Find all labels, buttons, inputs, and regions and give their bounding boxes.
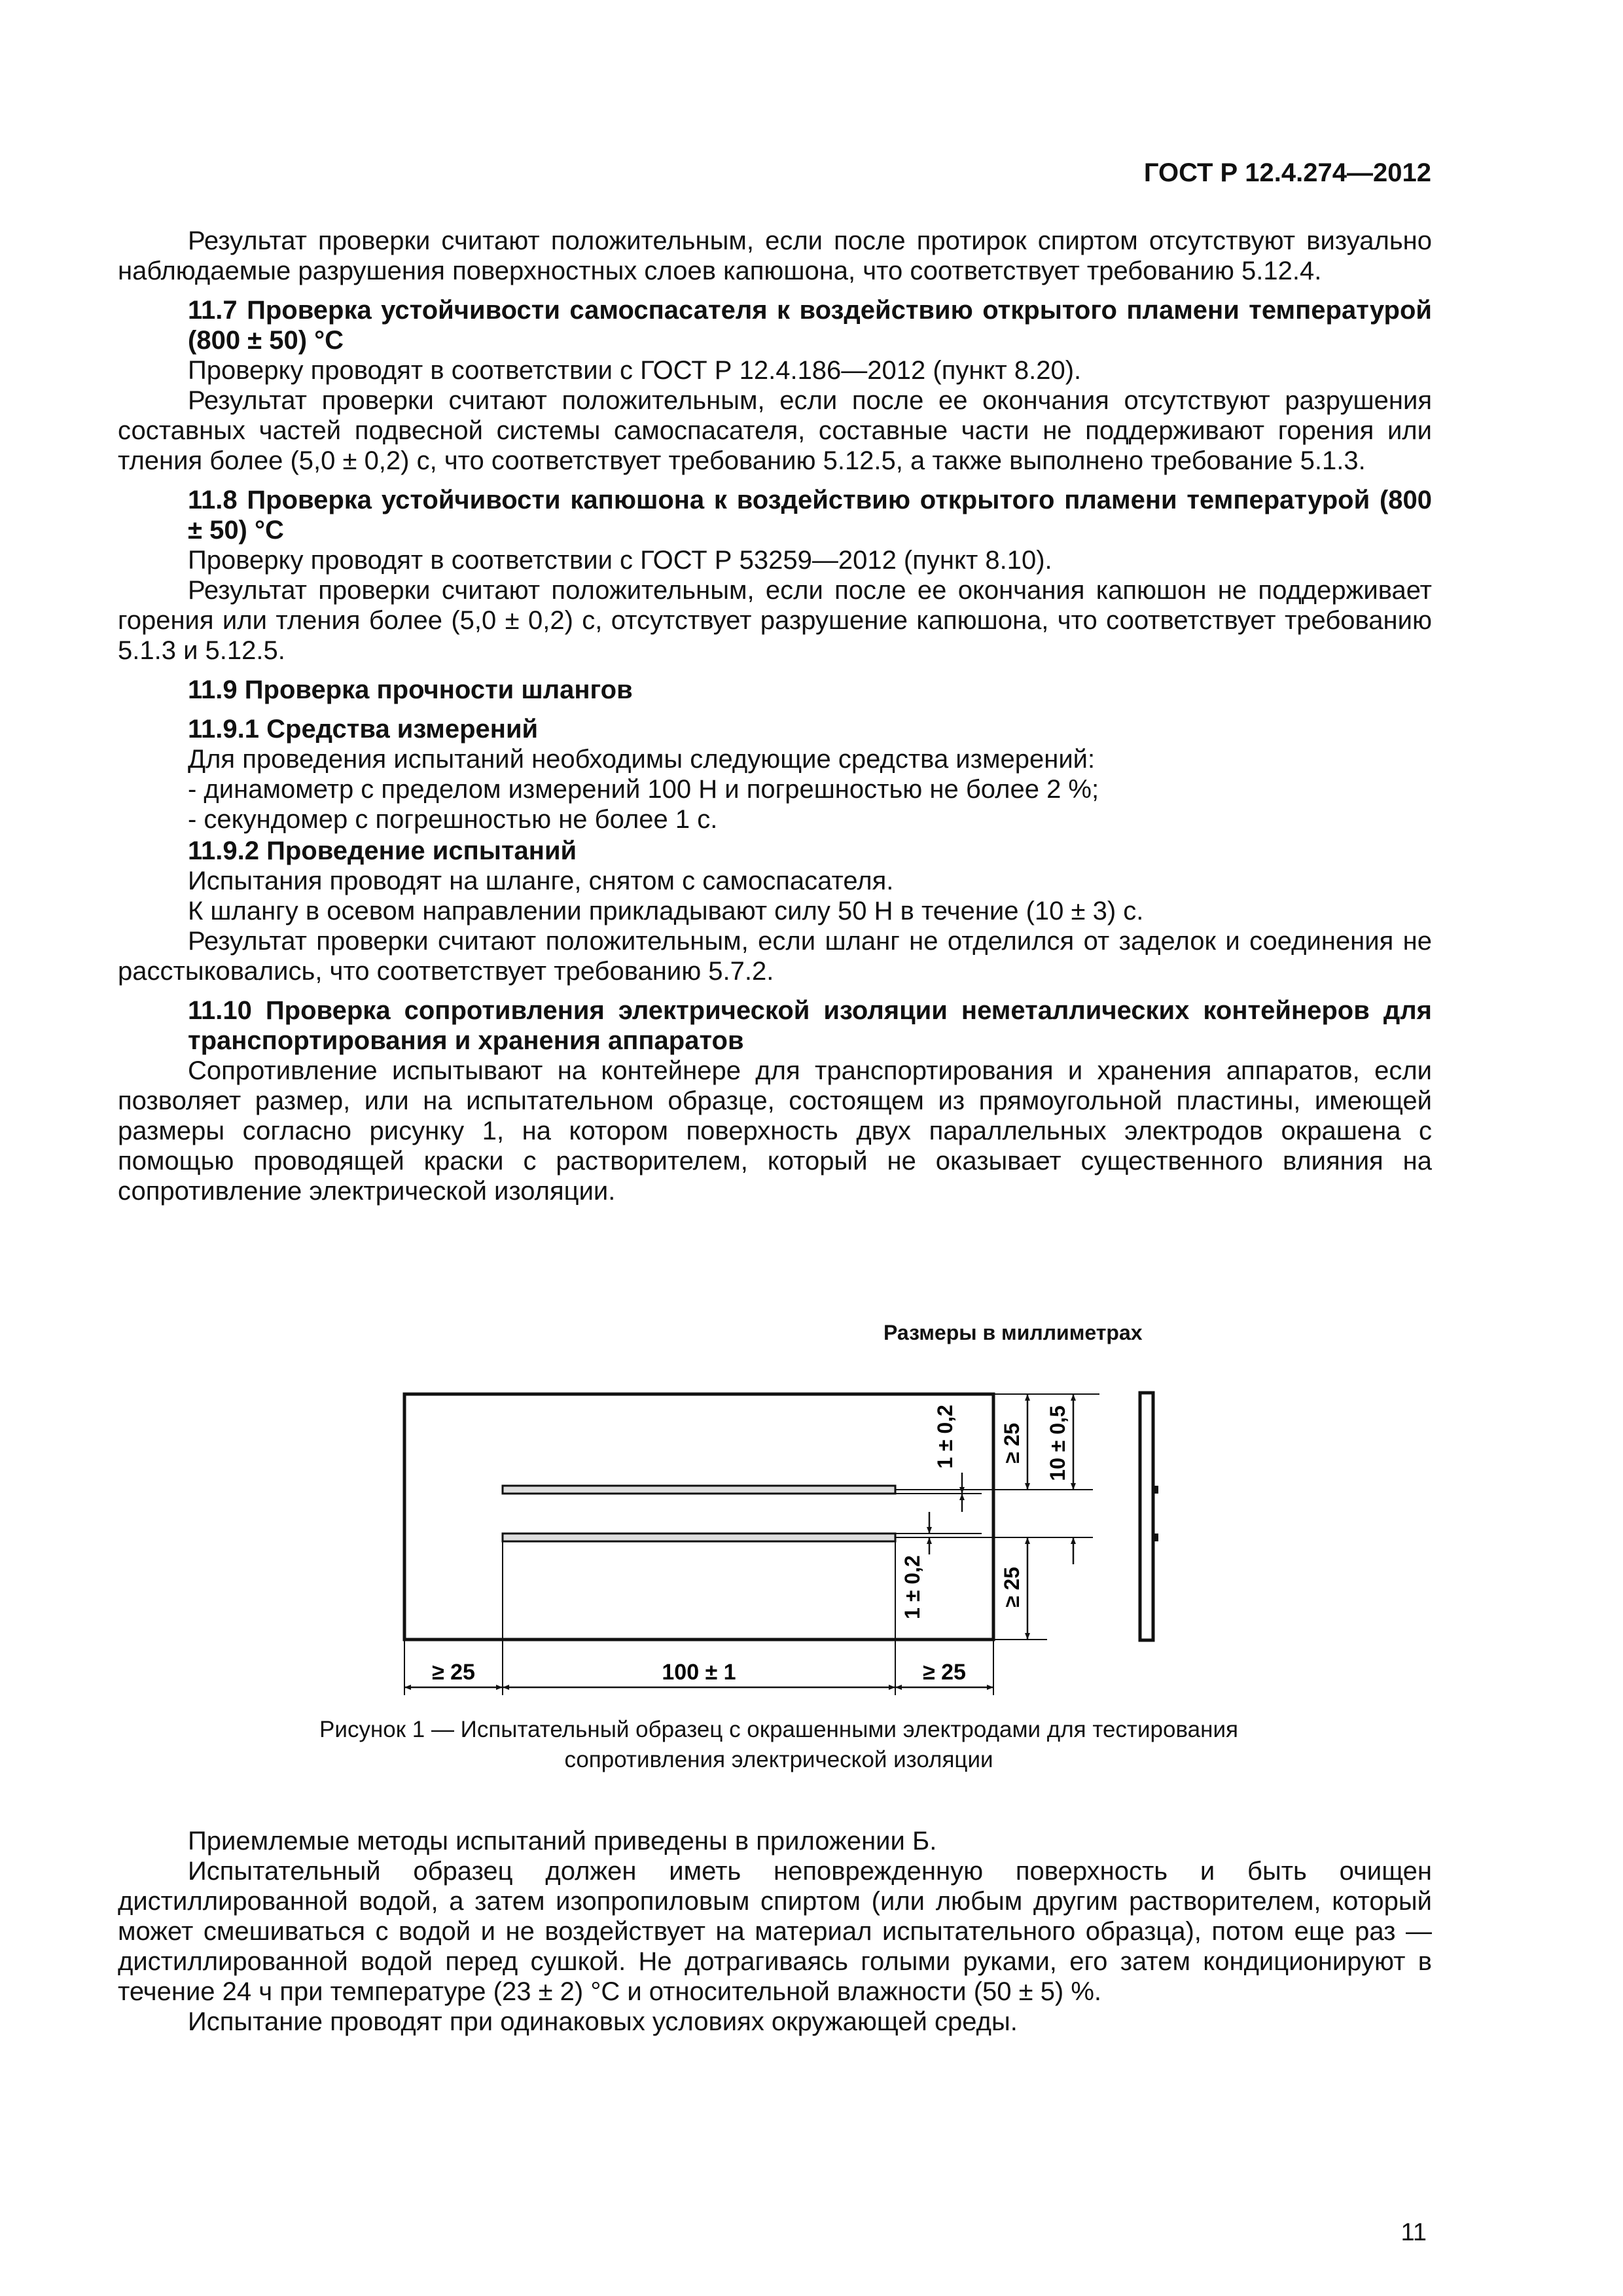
section-heading-11-9-2: 11.9.2 Проведение испытаний [188, 836, 577, 865]
dim-label-right-top: ≥ 25 [1000, 1422, 1024, 1464]
body-text-after-figure [118, 1826, 1432, 2037]
list-item: - секундомер с погрешностью не более 1 с. [188, 805, 718, 834]
dim-label-bottom-left: ≥ 25 [432, 1660, 475, 1685]
document-code-header: ГОСТ Р 12.4.274—2012 [1143, 158, 1431, 187]
side-electrode-tab [1153, 1534, 1158, 1541]
paragraph: Сопротивление испытывают на контейнере для транспортирования и хранения аппаратов, если позволяет размер, или на испытательном образце, состоящем из прямоугольной пластины, имеющей размеры согласно рисунку 1, на котором поверхность двух параллельных электродов окрашена с помощью проводящей краски с растворителем, который не оказывает существенного влияния на сопротивление электрической изоляции. [118, 1056, 1432, 1206]
figure-caption-line: Рисунок 1 — Испытательный образец с окрашенными электродами для тестирования [319, 1717, 1238, 1742]
paragraph: Для проведения испытаний необходимы следующие средства измерений: [188, 745, 1096, 774]
electrode-top [503, 1486, 895, 1494]
dim-label-right-total: 10 ± 0,5 [1046, 1405, 1069, 1481]
page-number: 11 [1400, 2219, 1427, 2246]
section-heading-11-7: 11.7 Проверка устойчивости самоспасателя к воздействию открытого пламени температурой (800 ± 50) °С [188, 296, 1432, 355]
section-heading-11-9: 11.9 Проверка прочности шлангов [188, 675, 633, 704]
section-heading-11-8: 11.8 Проверка устойчивости капюшона к воздействию открытого пламени температурой (800 ± 50) °С [188, 486, 1432, 545]
paragraph: Результат проверки считают положительным, если после протирок спиртом отсутствуют визуально наблюдаемые разрушения поверхностных слоев капюшона, что соответствует требованию 5.12.4. [118, 226, 1432, 285]
list-item: - динамометр с пределом измерений 100 Н и погрешностью не более 2 %; [188, 775, 1099, 804]
section-heading-11-9-1: 11.9.1 Средства измерений [188, 715, 539, 744]
paragraph: Проверку проводят в соответствии с ГОСТ Р 53259—2012 (пункт 8.10). [188, 546, 1052, 575]
paragraph: Приемлемые методы испытаний приведены в приложении Б. [188, 1827, 937, 1856]
paragraph: Испытания проводят на шланге, снятом с самоспасателя. [188, 867, 894, 895]
dim-label-bottom-right: ≥ 25 [923, 1660, 966, 1685]
figure-units-label: Размеры в миллиметрах [883, 1321, 1143, 1344]
electrode-bottom [503, 1534, 895, 1541]
figure-caption-line: сопротивления электрической изоляции [564, 1747, 993, 1772]
paragraph: Испытание проводят при одинаковых условиях окружающей среды. [188, 2007, 1018, 2036]
dim-label-gap-bottom: 1 ± 0,2 [901, 1555, 924, 1619]
paragraph: Проверку проводят в соответствии с ГОСТ Р 12.4.186—2012 (пункт 8.20). [188, 356, 1082, 385]
paragraph: Результат проверки считают положительным, если после ее окончания капюшон не поддерживает горения или тления более (5,0 ± 0,2) с, отсутствует разрушение капюшона, что соответствует требованию 5.1.3 и 5.12.5. [118, 576, 1432, 665]
dim-label-bottom-mid: 100 ± 1 [662, 1660, 736, 1685]
dim-label-gap-top: 1 ± 0,2 [933, 1405, 957, 1469]
section-heading-11-10: 11.10 Проверка сопротивления электрической изоляции неметаллических контейнеров для транспортирования и хранения аппаратов [188, 996, 1432, 1055]
paragraph: Результат проверки считают положительным, если шланг не отделился от заделок и соединения не расстыковались, что соответствует требованию 5.7.2. [118, 927, 1432, 986]
paragraph: Результат проверки считают положительным, если после ее окончания отсутствуют разрушения составных частей подвесной системы самоспасателя, составные части не поддерживают горения или тления более (5,0 ± 0,2) с, что соответствует требованию 5.12.5, а также выполнено требование 5.1.3. [118, 386, 1432, 475]
specimen-side-view [1140, 1393, 1153, 1640]
figure-caption [262, 1715, 1296, 1775]
side-electrode-tab [1153, 1486, 1158, 1494]
paragraph: К шлангу в осевом направлении прикладывают силу 50 Н в течение (10 ± 3) с. [188, 897, 1144, 925]
paragraph: Испытательный образец должен иметь неповрежденную поверхность и быть очищен дистиллированной водой, а затем изопропиловым спиртом (или любым другим растворителем, который может смешиваться с водой и не воздействует на материал испытательного образца), потом еще раз — дистиллированной водой перед сушкой. Не дотрагиваясь голыми руками, его затем кондиционируют в течение 24 ч при температуре (23 ± 2) °С и относительной влажности (50 ± 5) %. [118, 1857, 1432, 2006]
dim-label-right-bottom: ≥ 25 [1000, 1566, 1024, 1608]
